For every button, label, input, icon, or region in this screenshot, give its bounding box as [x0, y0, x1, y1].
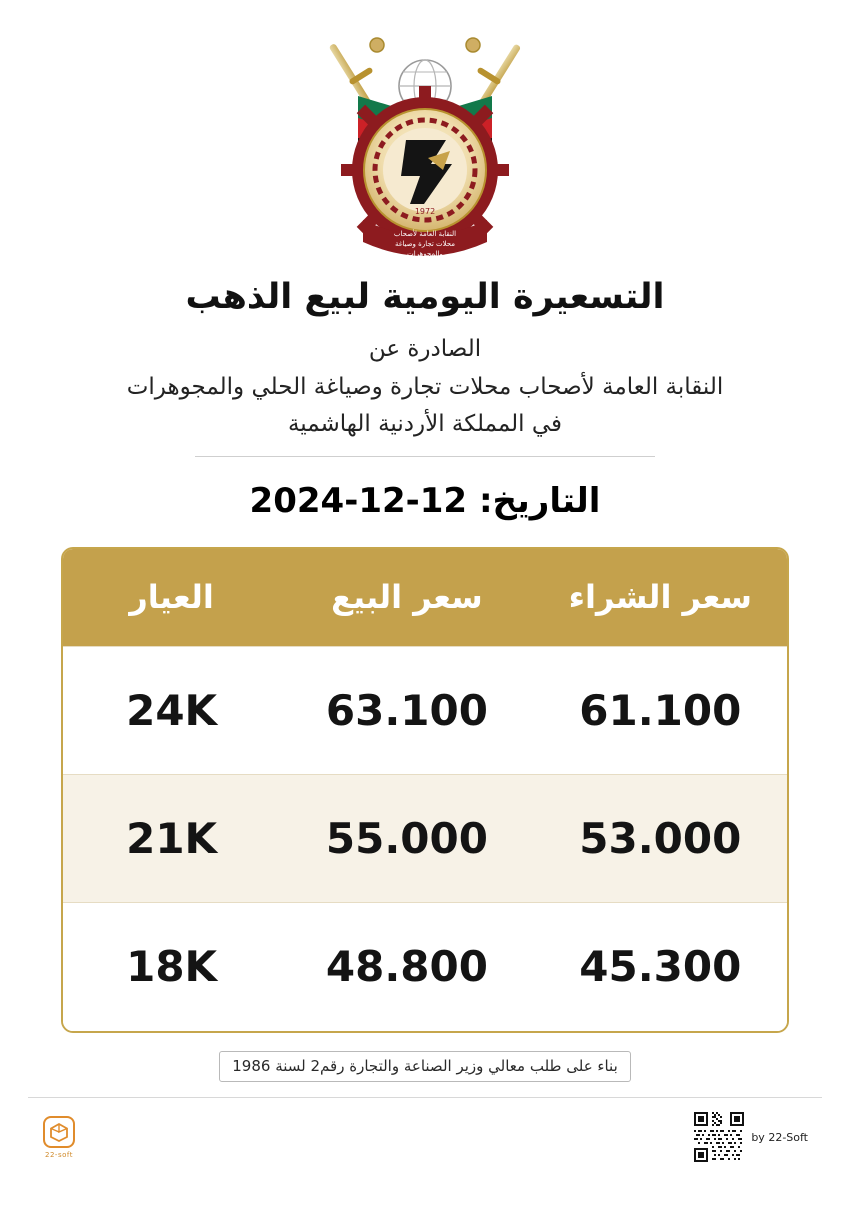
header-buy-price: سعر الشراء [534, 549, 787, 647]
svg-text:النقابة العامة لأصحاب: النقابة العامة لأصحاب [393, 230, 457, 238]
table-header-row [63, 549, 787, 647]
svg-text:1972: 1972 [414, 207, 436, 216]
date-label: التاريخ: [478, 480, 601, 521]
issuer-name: النقابة العامة لأصحاب محلات تجارة وصياغة الحلي والمجوهرات [126, 373, 724, 400]
brand-name: 22-soft [45, 1151, 73, 1159]
cell-karat: 18K [63, 903, 280, 1031]
price-table-head [63, 549, 787, 647]
price-table [63, 549, 787, 1031]
union-emblem-icon [300, 18, 550, 268]
brand-logo [42, 1115, 76, 1159]
table-row [63, 903, 787, 1031]
qr-block [694, 1112, 808, 1162]
table-row [63, 775, 787, 903]
footer-divider [28, 1097, 822, 1098]
cell-sell-price: 63.100 [280, 647, 533, 775]
table-row [63, 647, 787, 775]
legal-note: بناء على طلب معالي وزير الصناعة والتجارة رقم2 لسنة 1986 [219, 1051, 631, 1082]
legal-note-wrap [219, 1051, 631, 1082]
header-divider [195, 456, 655, 457]
cell-karat: 24K [63, 647, 280, 775]
issuer-prefix: الصادرة عن [368, 336, 482, 362]
issuer-country: في المملكة الأردنية الهاشمية [287, 411, 563, 437]
date-value: 12-12-2024 [249, 480, 468, 521]
page-footer [0, 1102, 850, 1172]
cell-karat: 21K [63, 775, 280, 903]
header-karat: العيار [63, 549, 280, 647]
cell-buy-price: 45.300 [534, 903, 787, 1031]
cube-logo-icon [42, 1115, 76, 1149]
price-table-container [61, 547, 789, 1033]
header-sell-price: سعر البيع [280, 549, 533, 647]
cell-buy-price: 61.100 [534, 647, 787, 775]
page-title: التسعيرة اليومية لبيع الذهب [185, 277, 665, 317]
qr-code-icon[interactable] [694, 1112, 744, 1162]
date-line [250, 481, 601, 521]
cell-sell-price: 48.800 [280, 903, 533, 1031]
issuer-block [127, 332, 724, 442]
union-emblem [300, 18, 550, 268]
qr-label: by 22-Soft [751, 1130, 808, 1144]
price-table-body [63, 647, 787, 1031]
cell-sell-price: 55.000 [280, 775, 533, 903]
svg-text:محلات تجارة وصياغة: محلات تجارة وصياغة [394, 240, 456, 248]
cell-buy-price: 53.000 [534, 775, 787, 903]
svg-text:والمجوهرات: والمجوهرات [407, 250, 443, 258]
